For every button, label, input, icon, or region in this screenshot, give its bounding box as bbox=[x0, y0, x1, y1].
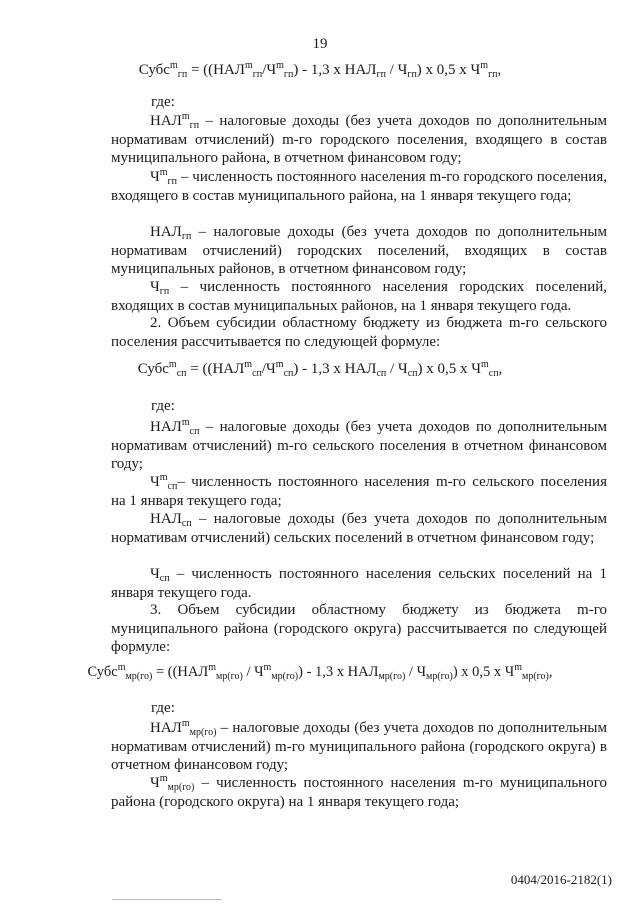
document-code: 0404/2016-2182(1) bbox=[510, 872, 612, 887]
where-label: где: bbox=[151, 94, 175, 110]
clause-2: 2. Объем субсидии областному бюджету из бюджета m-го сельского поселения рассчитывается по следующей формуле: bbox=[111, 315, 607, 350]
definition-ch-gp: $Ч_{гп}$ – численность постоянного населения городских поселений, входящих в состав муниципальных районов, на 1 января текущего года. bbox=[111, 279, 607, 314]
definition-ch-m-mrgo: $Ч^m_{мр(го)}$ – численность постоянного населения m-го муниципального района (городского округа) на 1 января текущего года; bbox=[111, 773, 607, 810]
formula-urban-settlement: Субс$^m_{гп}$ = ($(НАЛ^m_{гп}/Ч^m_{гп}) - 1,3$ х $НАЛ_{гп} / Ч_{гп}$) х 0,5 х $Ч^m_{гп}$, bbox=[138, 60, 502, 80]
definition-ch-m-gp: $Ч^m_{гп}$ – численность постоянного населения m-го городского поселения, входящего в состав муниципального района, на 1 января текущего года; bbox=[111, 167, 607, 204]
scan-artifact-line bbox=[112, 899, 222, 900]
definition-nal-sp: $НАЛ_{сп}$ – налоговые доходы (без учета доходов по дополнительным нормативам отчислений) сельских поселений в отчетном финансовом году; bbox=[111, 511, 607, 546]
where-label: где: bbox=[151, 398, 175, 414]
where-label: где: bbox=[151, 700, 175, 716]
formula-municipal-district: Субс$^m_{мр(го)}$ = ($(НАЛ^m_{мр(го)} / Ч^m_{мр(го)}) - 1,3$ х $НАЛ_{мр(го)} / Ч_{мр(го)}$) х 0,5 х $Ч^m_{мр(го)}$, bbox=[87, 662, 553, 682]
clause-3: 3. Объем субсидии областному бюджету из бюджета m-го муниципального района (городского округа) рассчитывается по следующей формуле: bbox=[111, 602, 607, 655]
page-number: 19 bbox=[312, 36, 328, 52]
definition-ch-sp: $Ч_{сп}$ – численность постоянного населения сельских поселений на 1 января текущего года. bbox=[111, 566, 607, 601]
definition-nal-m-sp: $НАЛ^m_{сп}$ – налоговые доходы (без учета доходов по дополнительным нормативам отчислений) m-го сельского поселения в отчетном финансовом году; bbox=[111, 417, 607, 472]
definition-ch-m-sp: $Ч^m_{сп}-$ численность постоянного населения m-го сельского поселения на 1 января текущего года; bbox=[111, 472, 607, 509]
definition-nal-m-mrgo: $НАЛ^m_{мр(го)}$ – налоговые доходы (без учета доходов по дополнительным нормативам отчислений) m-го муниципального района (городского округа) в отчетном финансовом году; bbox=[111, 718, 607, 773]
formula-rural-settlement: Субс$^m_{сп}$ = ($(НАЛ^m_{сп}/Ч^m_{сп}) - 1,3$ х $НАЛ_{сп} / Ч_{сп}$) х 0,5 х $Ч^m_{сп}$, bbox=[137, 359, 503, 379]
definition-nal-gp: $НАЛ_{гп}$ – налоговые доходы (без учета доходов по дополнительным нормативам отчислений) городских поселений, входящих в состав муниципальных районов, в отчетном финансовом году; bbox=[111, 224, 607, 277]
definition-nal-m-gp: $НАЛ^m_{гп}$ – налоговые доходы (без учета доходов по дополнительным нормативам отчислений) m-го городского поселения, входящего в состав муниципального района, в отчетном финансовом году; bbox=[111, 111, 607, 166]
